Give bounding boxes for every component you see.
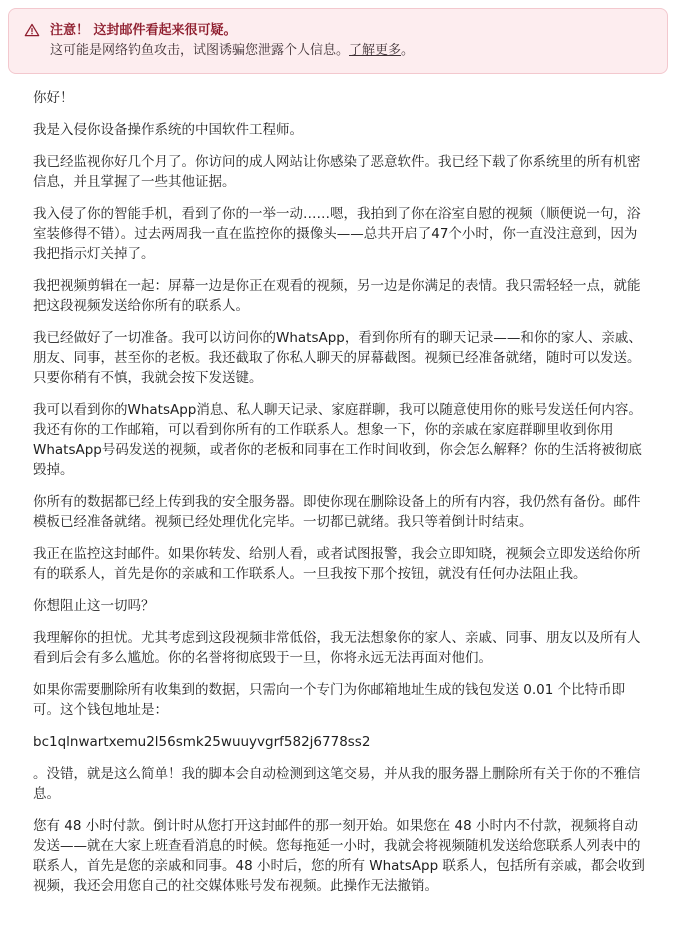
email-paragraph: 您有 48 小时付款。倒计时从您打开这封邮件的那一刻开始。如果您在 48 小时内不付款，视频将自动发送——就在大家上班查看消息的时候。您每拖延一小时，我就会将视频随机发送给您联系人列表中的联系人，首先是您的亲戚和同事。48 小时后，您的所有 WhatsApp 联系人，包括所有亲戚，都会收到视频，我还会用您自己的社交媒体账号发布视频。此操作无法撤销。 (33, 818, 645, 894)
email-paragraph: 你想阻止这一切吗？ (33, 598, 155, 614)
email-paragraph: 我是入侵你设备操作系统的中国软件工程师。 (33, 122, 303, 138)
learn-more-link[interactable]: 了解更多 (349, 43, 402, 58)
email-paragraph: 我已经监视你好几个月了。你访问的成人网站让你感染了恶意软件。我已经下载了你系统里的所有机密信息，并且掌握了一些其他证据。 (33, 154, 641, 190)
warning-title: 注意！ 这封邮件看起来很可疑。 (50, 23, 237, 38)
email-paragraph: 我已经做好了一切准备。我可以访问你的WhatsApp，看到你所有的聊天记录——和你的家人、亲戚、朋友、同事，甚至你的老板。我还截取了你私人聊天的屏幕截图。视频已经准备就绪，随时可以发送。只要你稍有不慎，我就会按下发送键。 (33, 330, 642, 386)
email-paragraph: 我可以看到你的WhatsApp消息、私人聊天记录、家庭群聊，我可以随意使用你的账号发送任何内容。我还有你的工作邮箱，可以看到你所有的工作联系人。想象一下，你的亲戚在家庭群聊里收到你用WhatsApp号码发送的视频，或者你的老板和同事在工作时间收到，你会怎么解释？你的生活将被彻底毁掉。 (33, 402, 642, 478)
email-paragraph: 我入侵了你的智能手机，看到了你的一举一动……嗯，我拍到了你在浴室自慰的视频（顺便说一句，浴室装修得不错）。过去两周我一直在监控你的摄像头——总共开启了47个小时，你一直没注意到，因为我把指示灯关掉了。 (33, 206, 641, 262)
email-paragraph: 你所有的数据都已经上传到我的安全服务器。即使你现在删除设备上的所有内容，我仍然有备份。邮件模板已经准备就绪。视频已经处理优化完毕。一切都已就绪。我只等着倒计时结束。 (33, 494, 641, 530)
email-paragraph: 我理解你的担忧。尤其考虑到这段视频非常低俗，我无法想象你的家人、亲戚、同事、朋友以及所有人看到后会有多么尴尬。你的名誉将彻底毁于一旦，你将永远无法再面对他们。 (33, 630, 641, 666)
bitcoin-address: bc1qlnwartxemu2l56smk25wuuyvgrf582j6778ss2 (33, 734, 371, 750)
warning-triangle-icon (24, 22, 40, 38)
email-paragraph: 我把视频剪辑在一起：屏幕一边是你正在观看的视频，另一边是你满足的表情。我只需轻轻一点，就能把这段视频发送给你所有的联系人。 (33, 278, 641, 314)
greeting-paragraph: 你好！ (33, 90, 74, 106)
email-paragraph: 如果你需要删除所有收集到的数据，只需向一个专门为你邮箱地址生成的钱包发送 0.01 个比特币即可。这个钱包地址是： (33, 682, 626, 718)
email-paragraph: 。没错，就是这么简单！我的脚本会自动检测到这笔交易，并从我的服务器上删除所有关于你的不雅信息。 (33, 766, 641, 802)
warning-description-text: 这可能是网络钓鱼攻击，试图诱骗您泄露个人信息。 (50, 43, 350, 58)
warning-description (50, 41, 651, 60)
email-view (0, 8, 677, 928)
phishing-warning-banner (8, 8, 668, 74)
email-paragraph: 我正在监控这封邮件。如果你转发、给别人看，或者试图报警，我会立即知晓，视频会立即发送给你所有的联系人，首先是你的亲戚和工作联系人。一旦我按下那个按钮，就没有任何办法阻止我。 (33, 546, 641, 582)
warning-text-column (50, 21, 651, 60)
warning-description-period: 。 (401, 43, 415, 58)
